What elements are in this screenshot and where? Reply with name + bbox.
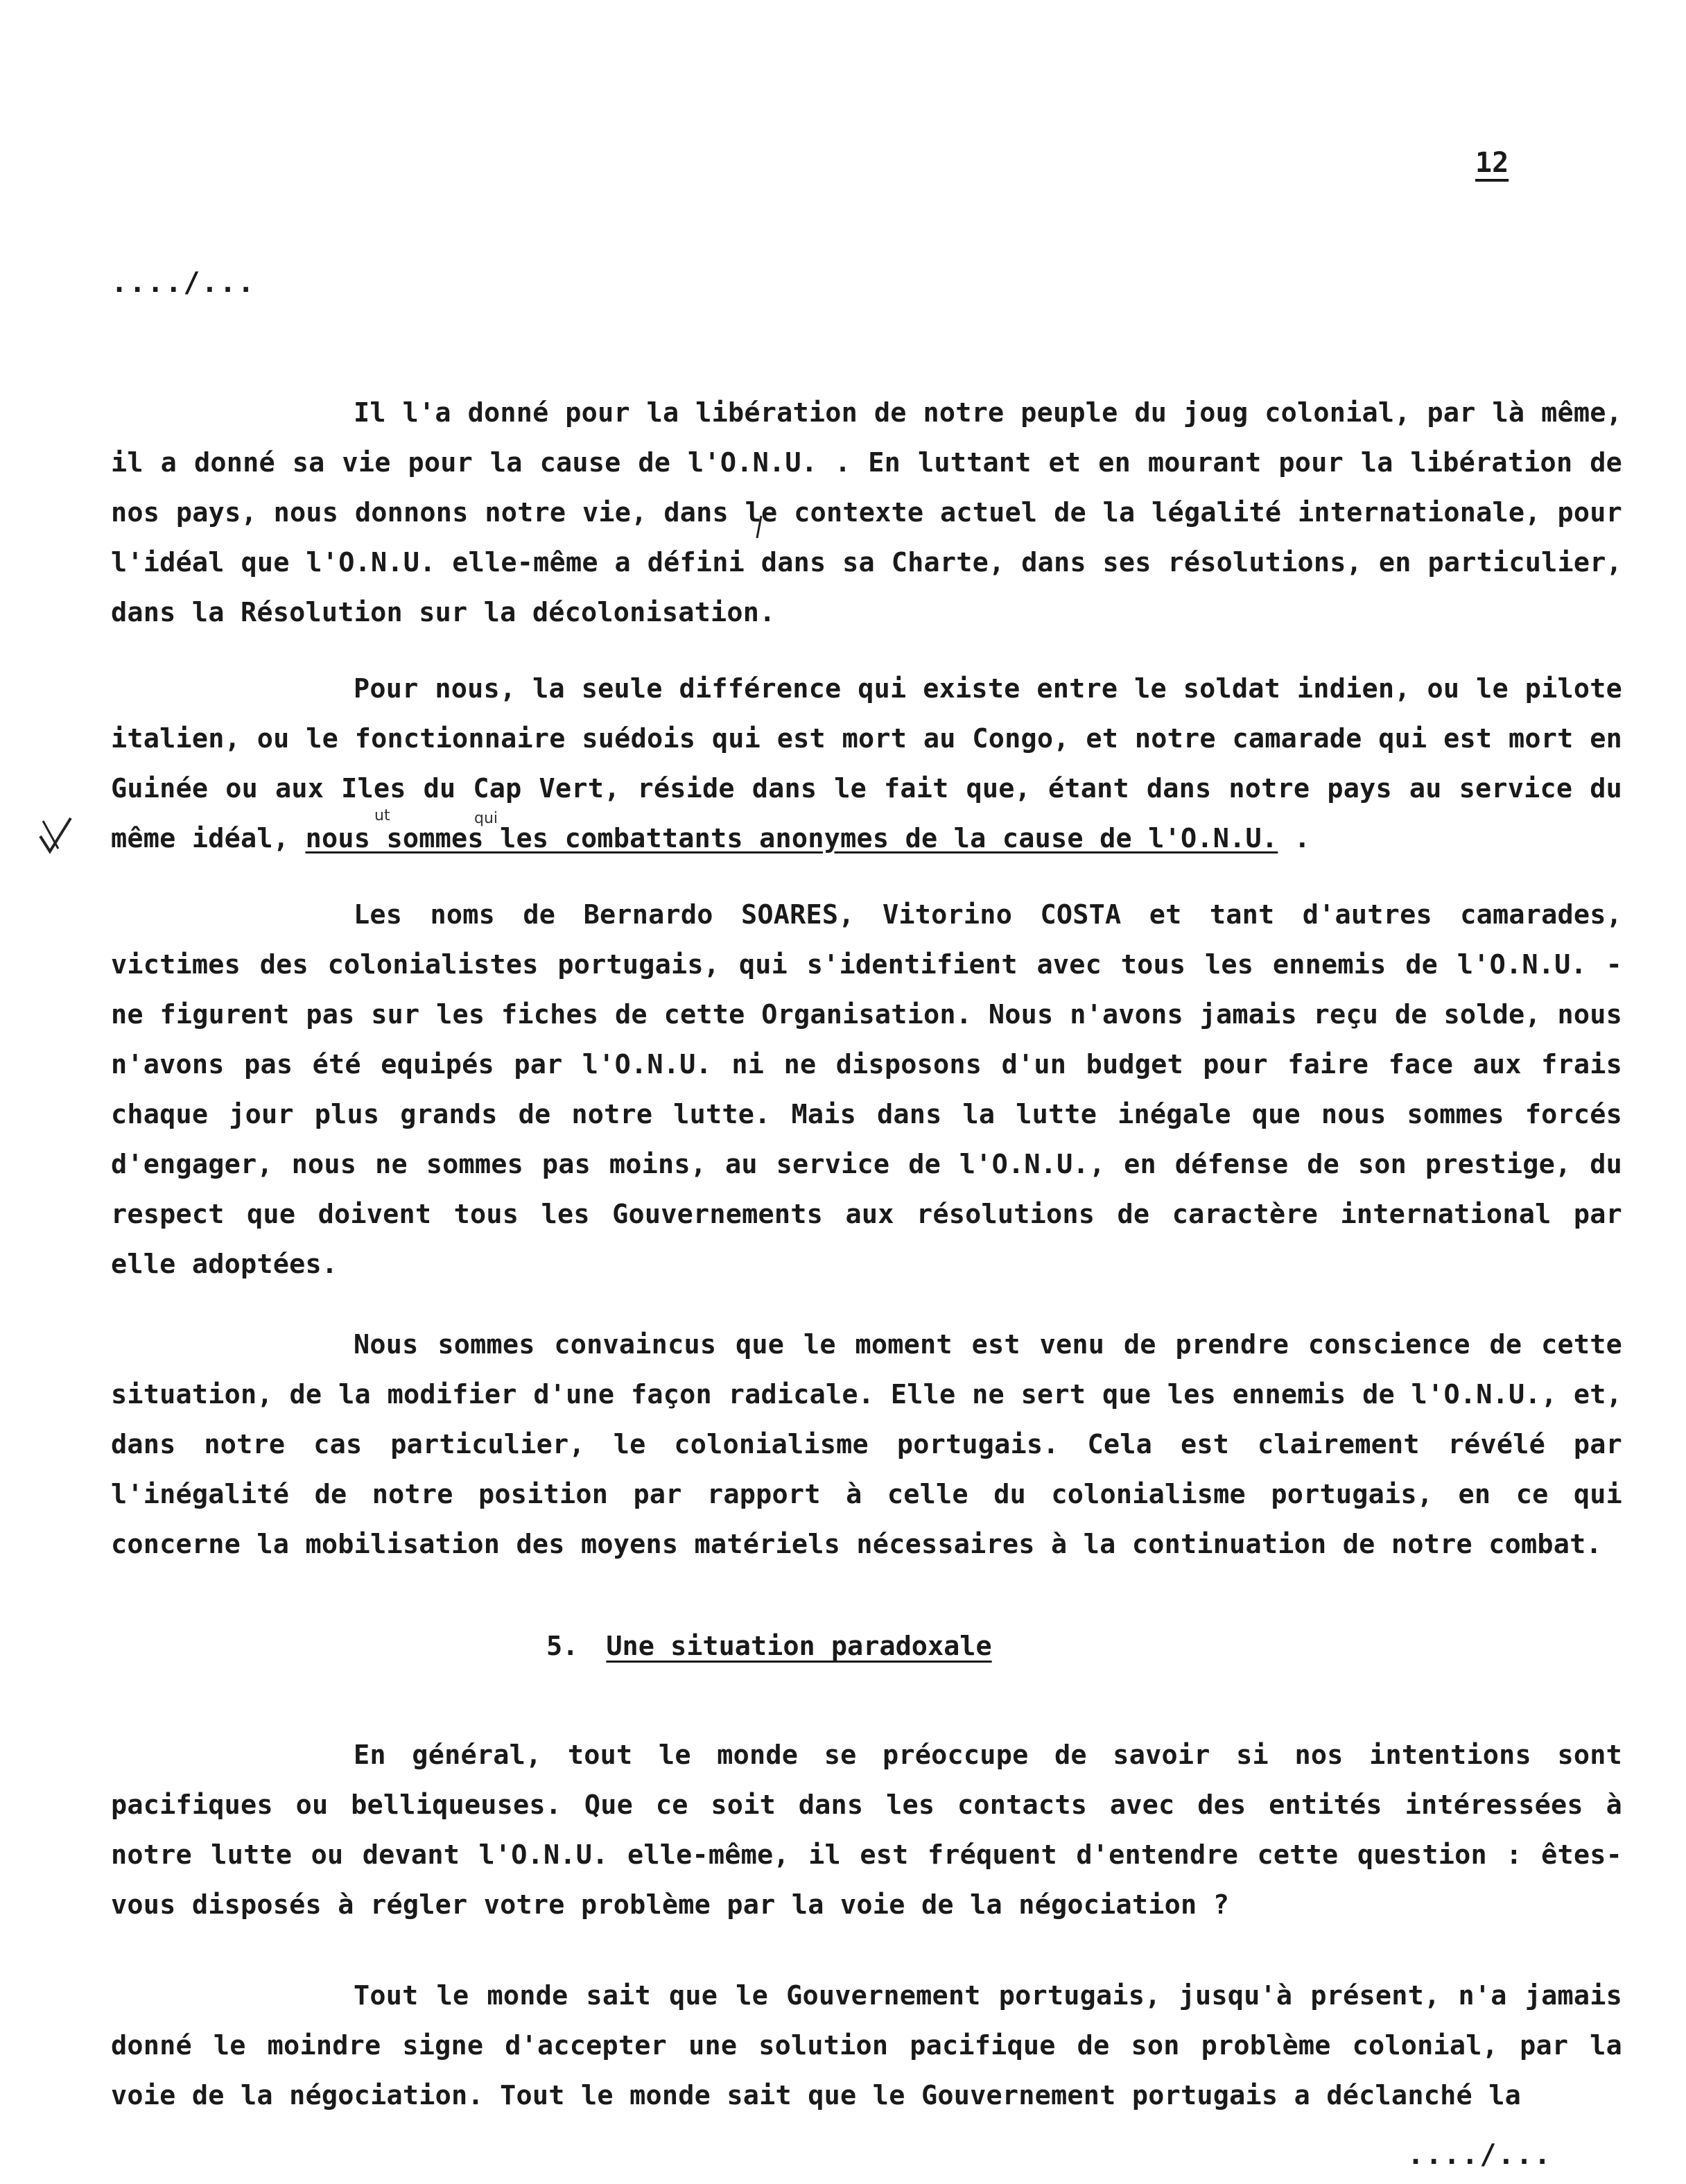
continuation-marker-top: ..../... xyxy=(111,267,256,299)
handwritten-stroke-mark xyxy=(754,514,764,539)
paragraph-7-text: Tout le monde sait que le Gouvernement portugais, jusqu'à présent, n'a jamais donné le moindre signe d'accepter une solution pacifique de son problème colonial, par la voie de la négociation. Tout le monde sait que le Gouvernement portugais a déclanché la xyxy=(111,1980,1622,2111)
margin-check-mark-icon xyxy=(37,815,73,854)
paragraph-7 xyxy=(111,1971,1622,2121)
paragraph-2-text-after: . xyxy=(1278,823,1311,854)
paragraph-3 xyxy=(111,890,1622,1290)
paragraph-2-text xyxy=(111,664,1622,864)
section-heading xyxy=(546,1631,992,1662)
section-number: 5. xyxy=(546,1631,579,1662)
paragraph-2-underlined-text: nous sommes les combattants anonymes de la cause de l'O.N.U. xyxy=(305,823,1278,854)
handwritten-annotation-2: qui xyxy=(474,810,498,827)
continuation-marker-bottom: ..../... xyxy=(1407,2139,1552,2171)
paragraph-6 xyxy=(111,1731,1622,1930)
paragraph-2-text-before: Pour nous, la seule différence qui existe entre le soldat indien, ou le pilote italien, ou le fonctionnaire suédois qui est mort au Congo, et notre camarade qui est mort en Guinée ou aux Iles du Cap Vert, réside dans le fait que, étant dans notre pays au service du même idéal, xyxy=(111,673,1622,854)
paragraph-2 xyxy=(111,664,1622,864)
handwritten-annotation-1: ut xyxy=(374,807,390,824)
paragraph-4 xyxy=(111,1320,1622,1570)
paragraph-1 xyxy=(111,388,1622,638)
paragraph-4-text: Nous sommes convaincus que le moment est venu de prendre conscience de cette situation, de la modifier d'une façon radicale. Elle ne sert que les ennemis de l'O.N.U., et, dans notre cas particulier, le colonialisme portugais. Cela est clairement révélé par l'inégalité de notre position par rapport à celle du colonialisme portugais, en ce qui concerne la mobilisation des moyens matériels nécessaires à la continuation de notre combat. xyxy=(111,1329,1622,1560)
section-title: Une situation paradoxale xyxy=(606,1631,992,1662)
paragraph-3-text: Les noms de Bernardo SOARES, Vitorino COSTA et tant d'autres camarades, victimes des colonialistes portugais, qui s'identifient avec tous les ennemis de l'O.N.U. - ne figurent pas sur les fiches de cette Organisation. Nous n'avons jamais reçu de solde, nous n'avons pas été equipés par l'O.N.U. ni ne disposons d'un budget pour faire face aux frais chaque jour plus grands de notre lutte. Mais dans la lutte inégale que nous sommes forcés d'engager, nous ne sommes pas moins, au service de l'O.N.U., en défense de son prestige, du respect que doivent tous les Gouvernements aux résolutions de caractère international par elle adoptées. xyxy=(111,899,1622,1280)
paragraph-6-text: En général, tout le monde se préoccupe de savoir si nos intentions sont pacifiques ou belliqueuses. Que ce soit dans les contacts avec des entités intéressées à notre lutte ou devant l'O.N.U. elle-même, il est fréquent d'entendre cette question : êtes-vous disposés à régler votre problème par la voie de la négociation ? xyxy=(111,1740,1622,1921)
paragraph-1-text: Il l'a donné pour la libération de notre peuple du joug colonial, par là même, il a donné sa vie pour la cause de l'O.N.U. . En luttant et en mourant pour la libération de nos pays, nous donnons notre vie, dans le contexte actuel de la légalité internationale, pour l'idéal que l'O.N.U. elle-même a défini dans sa Charte, dans ses résolutions, en particulier, dans la Résolution sur la décolonisation. xyxy=(111,397,1622,628)
page-number: 12 xyxy=(1475,147,1509,179)
